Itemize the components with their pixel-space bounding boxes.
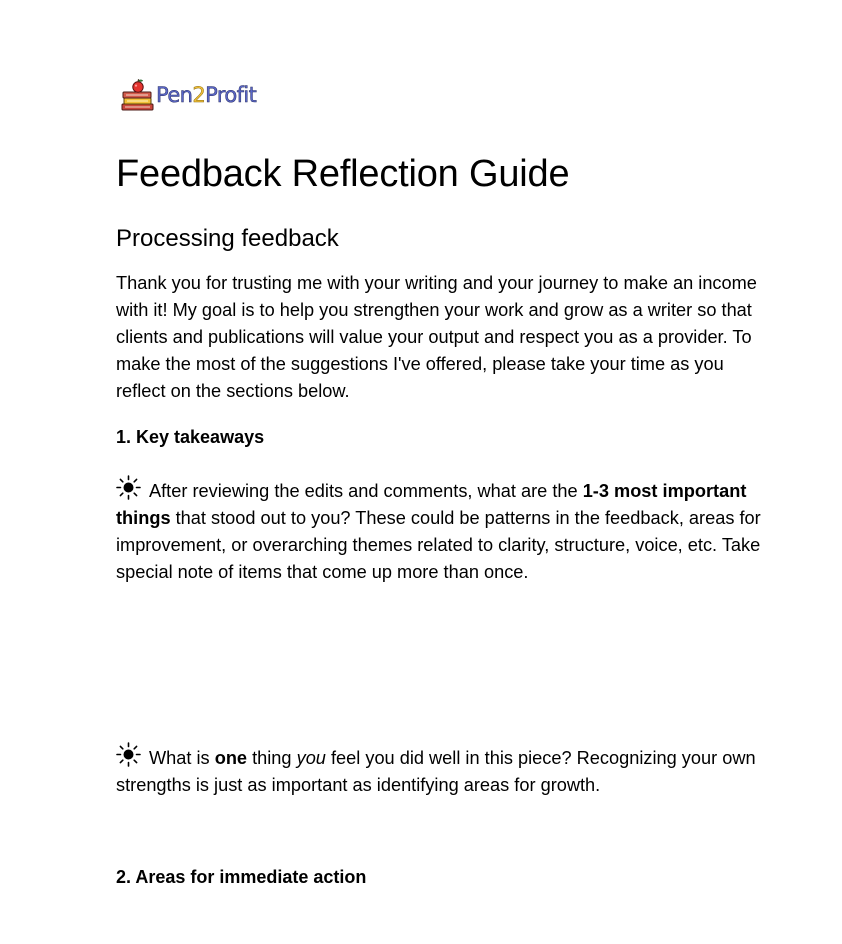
apple-on-books-icon bbox=[121, 78, 155, 112]
pen2profit-logo bbox=[121, 78, 766, 112]
section-subtitle: Processing feedback bbox=[116, 225, 339, 252]
sun-icon bbox=[116, 742, 141, 767]
sun-icon bbox=[116, 475, 141, 500]
page-title: Feedback Reflection Guide bbox=[116, 153, 570, 195]
section-heading-immediate-action: 2. Areas for immediate action bbox=[116, 867, 367, 887]
prompt-most-important-things: After reviewing the edits and comments, what are the 1-3 most important things that stood out to you? These could be patterns in the feedback, areas for improvement, or overarching themes related to clarity, structure, voice, etc. Take special note of items that come up more than once. bbox=[116, 475, 766, 586]
section-heading-key-takeaways: 1. Key takeaways bbox=[116, 427, 265, 447]
logo-wordmark: Pen2Profit bbox=[156, 83, 257, 107]
document-page bbox=[116, 78, 766, 891]
intro-paragraph: Thank you for trusting me with your writing and your journey to make an income with it! My goal is to help you strengthen your work and grow as a writer so that clients and publications will value your output and respect you as a provider. To make the most of the suggestions I've offered, please take your time as you reflect on the sections below. bbox=[116, 273, 757, 401]
prompt-did-well: What is one thing you feel you did well in this piece? Recognizing your own strengths is just as important as identifying areas for growth. bbox=[116, 742, 766, 799]
